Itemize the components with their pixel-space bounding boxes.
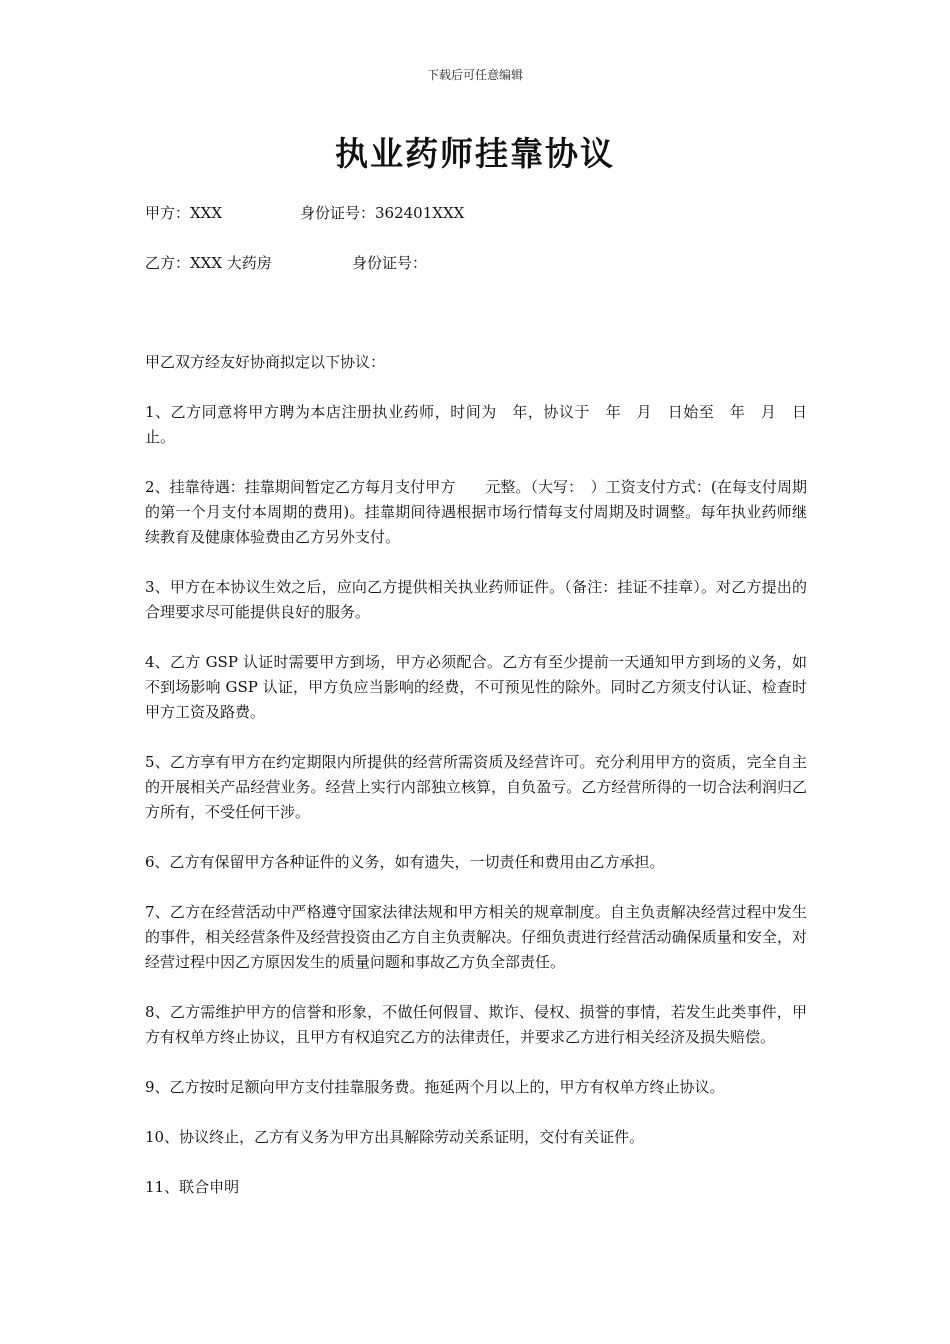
clause-paragraph: 6、乙方有保留甲方各种证件的义务，如有遗失，一切责任和费用由乙方承担。 (145, 853, 665, 871)
party-a-id: 身份证号：362401XXX (300, 204, 465, 222)
clause-paragraph: 7、乙方在经营活动中严格遵守国家法律法规和甲方相关的规章制度。自主负责解决经营过程中发生的事件，相关经营条件及经营投资由乙方自主负责解决。仔细负责进行经营活动确保质量和安全，对经营过程中因乙方原因发生的质量问题和事故乙方负全部责任。 (145, 903, 807, 971)
clause-paragraph: 2、挂靠待遇：挂靠期间暂定乙方每月支付甲方 元整。（大写： ）工资支付方式：(在每支付周期的第一个月支付本周期的费用)。挂靠期间待遇根据市场行情每支付周期及时调整。每年执业药师继续教育及健康体验费由乙方另外支付。 (145, 478, 807, 546)
party-a-name: 甲方：XXX (145, 204, 223, 222)
clause-paragraph: 5、乙方享有甲方在约定期限内所提供的经营所需资质及经营许可。充分利用甲方的资质，完全自主的开展相关产品经营业务。经营上实行内部独立核算，自负盈亏。乙方经营所得的一切合法利润归乙方所有，不受任何干涉。 (145, 753, 807, 821)
party-b-name: 乙方：XXX 大药房 (145, 254, 272, 272)
clause-paragraph: 10、协议终止，乙方有义务为甲方出具解除劳动关系证明，交付有关证件。 (145, 1128, 645, 1146)
clause-paragraph: 9、乙方按时足额向甲方支付挂靠服务费。拖延两个月以上的，甲方有权单方终止协议。 (145, 1078, 725, 1096)
party-b-id: 身份证号： (352, 254, 428, 272)
clause-paragraph: 11、联合申明 (145, 1178, 240, 1196)
intro-paragraph: 甲乙双方经友好协商拟定以下协议： (145, 353, 386, 371)
clause-paragraph: 8、乙方需维护甲方的信誉和形象，不做任何假冒、欺诈、侵权、损誉的事情，若发生此类事件，甲方有权单方终止协议，且甲方有权追究乙方的法律责任，并要求乙方进行相关经济及损失赔偿。 (145, 1003, 807, 1046)
clause-paragraph: 1、乙方同意将甲方聘为本店注册执业药师，时间为 年，协议于 年 月 日始至 年 月 日止。 (145, 403, 807, 446)
header-note: 下载后可任意编辑 (426, 68, 523, 82)
party-b-line (145, 252, 428, 273)
clause-paragraph: 3、甲方在本协议生效之后，应向乙方提供相关执业药师证件。（备注：挂证不挂章）。对乙方提出的合理要求尽可能提供良好的服务。 (145, 578, 807, 621)
party-a-line (145, 202, 465, 223)
document-title: 执业药师挂靠协议 (335, 134, 615, 173)
agreement-body (145, 350, 807, 1225)
clause-paragraph: 4、乙方 GSP 认证时需要甲方到场，甲方必须配合。乙方有至少提前一天通知甲方到场的义务，如不到场影响 GSP 认证，甲方负应当影响的经费，不可预见性的除外。同时乙方须支付认证、检查时甲方工资及路费。 (145, 653, 807, 721)
